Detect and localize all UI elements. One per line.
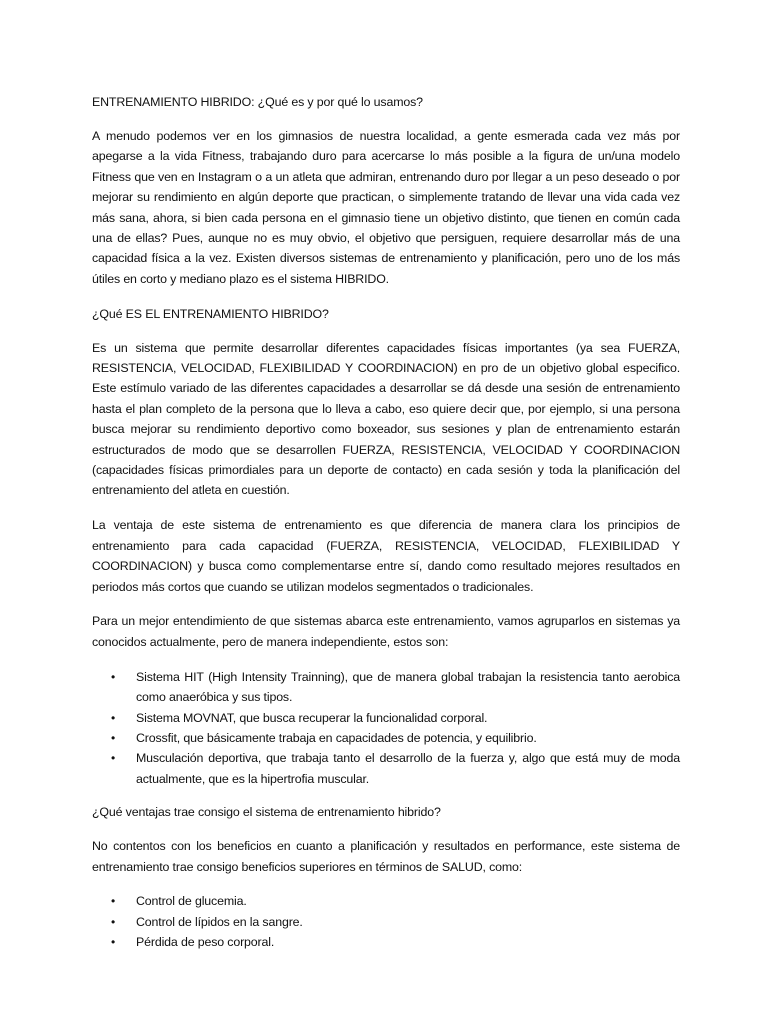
bullet-icon: • <box>111 669 116 684</box>
benefits-paragraph: No contentos con los beneficios en cuanto a planificación y resultados en performance, este sistema de entrenamiento trae consigo beneficios superiores en términos de SALUD, como: <box>92 839 680 874</box>
intro-paragraph: A menudo podemos ver en los gimnasios de nuestra localidad, a gente esmerada cada vez más por apegarse a la vida Fitness, trabajando duro para acercarse lo más posible a la figura de un/una modelo Fitness que ven en Instagram o a un atleta que admiran, entrenando duro por llegar a un peso deseado o por mejorar su rendimiento en algún deporte que practican, o simplemente tratando de llevar una vida cada vez más sana, ahora, si bien cada persona en el gimnasio tiene un objetivo distinto, que tienen en común cada una de ellas? Pues, aunque no es muy obvio, el objetivo que persiguen, requiere desarrollar más de una capacidad física a la vez. Existen diversos sistemas de entrenamiento y planificación, pero uno de los más útiles en corto y mediano plazo es el sistema HIBRIDO. <box>92 128 680 286</box>
document-page <box>92 92 680 966</box>
list-item <box>111 667 680 708</box>
heading-what-is: ¿Qué ES EL ENTRENAMIENTO HIBRIDO? <box>92 306 329 321</box>
bullet-icon: • <box>111 894 116 909</box>
list-item <box>111 891 680 911</box>
benefits-list <box>92 891 680 952</box>
list-item <box>111 932 680 952</box>
list-item-text: Musculación deportiva, que trabaja tanto el desarrollo de la fuerza y, algo que está muy de moda actualmente, que es la hipertrofia muscular. <box>136 751 680 786</box>
bullet-icon: • <box>111 710 116 725</box>
list-item <box>111 912 680 932</box>
list-item-text: Crossfit, que básicamente trabaja en capacidades de potencia, y equilibrio. <box>136 730 537 745</box>
understanding-paragraph: Para un mejor entendimiento de que sistemas abarca este entrenamiento, vamos agruparlos en sistemas ya conocidos actualmente, pero de manera independiente, estos son: <box>92 614 680 649</box>
list-item <box>111 708 680 728</box>
what-is-paragraph: Es un sistema que permite desarrollar diferentes capacidades físicas importantes (ya sea FUERZA, RESISTENCIA, VELOCIDAD, FLEXIBILIDAD Y COORDINACION) en pro de un objetivo global especifico. Este estímulo variado de las diferentes capacidades a desarrollar se dá desde una sesión de entrenamiento hasta el plan completo de la persona que lo lleva a cabo, eso quiere decir que, por ejemplo, si una persona busca mejorar su rendimiento deportivo como boxeador, sus sesiones y plan de entrenamiento estarán estructurados de modo que se desarrollen FUERZA, RESISTENCIA, VELOCIDAD Y COORDINACION (capacidades físicas primordiales para un deporte de contacto) en cada sesión y toda la planificación del entrenamiento del atleta en cuestión. <box>92 340 680 498</box>
bullet-icon: • <box>111 935 116 950</box>
bullet-icon: • <box>111 914 116 929</box>
heading-advantages: ¿Qué ventajas trae consigo el sistema de entrenamiento hibrido? <box>92 805 441 820</box>
list-item <box>111 748 680 789</box>
advantage-paragraph: La ventaja de este sistema de entrenamiento es que diferencia de manera clara los principios de entrenamiento para cada capacidad (FUERZA, RESISTENCIA, VELOCIDAD, FLEXIBILIDAD Y COORDINACION) y busca como complementarse entre sí, dando como resultado mejores resultados en periodos más cortos que cuando se utilizan modelos segmentados o tradicionales. <box>92 518 680 594</box>
document-title: ENTRENAMIENTO HIBRIDO: ¿Qué es y por qué lo usamos? <box>92 95 423 109</box>
list-item <box>111 728 680 748</box>
list-item-text: Pérdida de peso corporal. <box>136 935 275 950</box>
systems-list <box>92 667 680 789</box>
list-item-text: Sistema MOVNAT, que busca recuperar la funcionalidad corporal. <box>136 710 488 725</box>
bullet-icon: • <box>111 730 116 745</box>
bullet-icon: • <box>111 751 116 766</box>
list-item-text: Sistema HIT (High Intensity Trainning), que de manera global trabajan la resistencia tanto aerobica como anaeróbica y sus tipos. <box>136 669 680 705</box>
list-item-text: Control de lípidos en la sangre. <box>136 914 303 929</box>
list-item-text: Control de glucemia. <box>136 894 247 909</box>
